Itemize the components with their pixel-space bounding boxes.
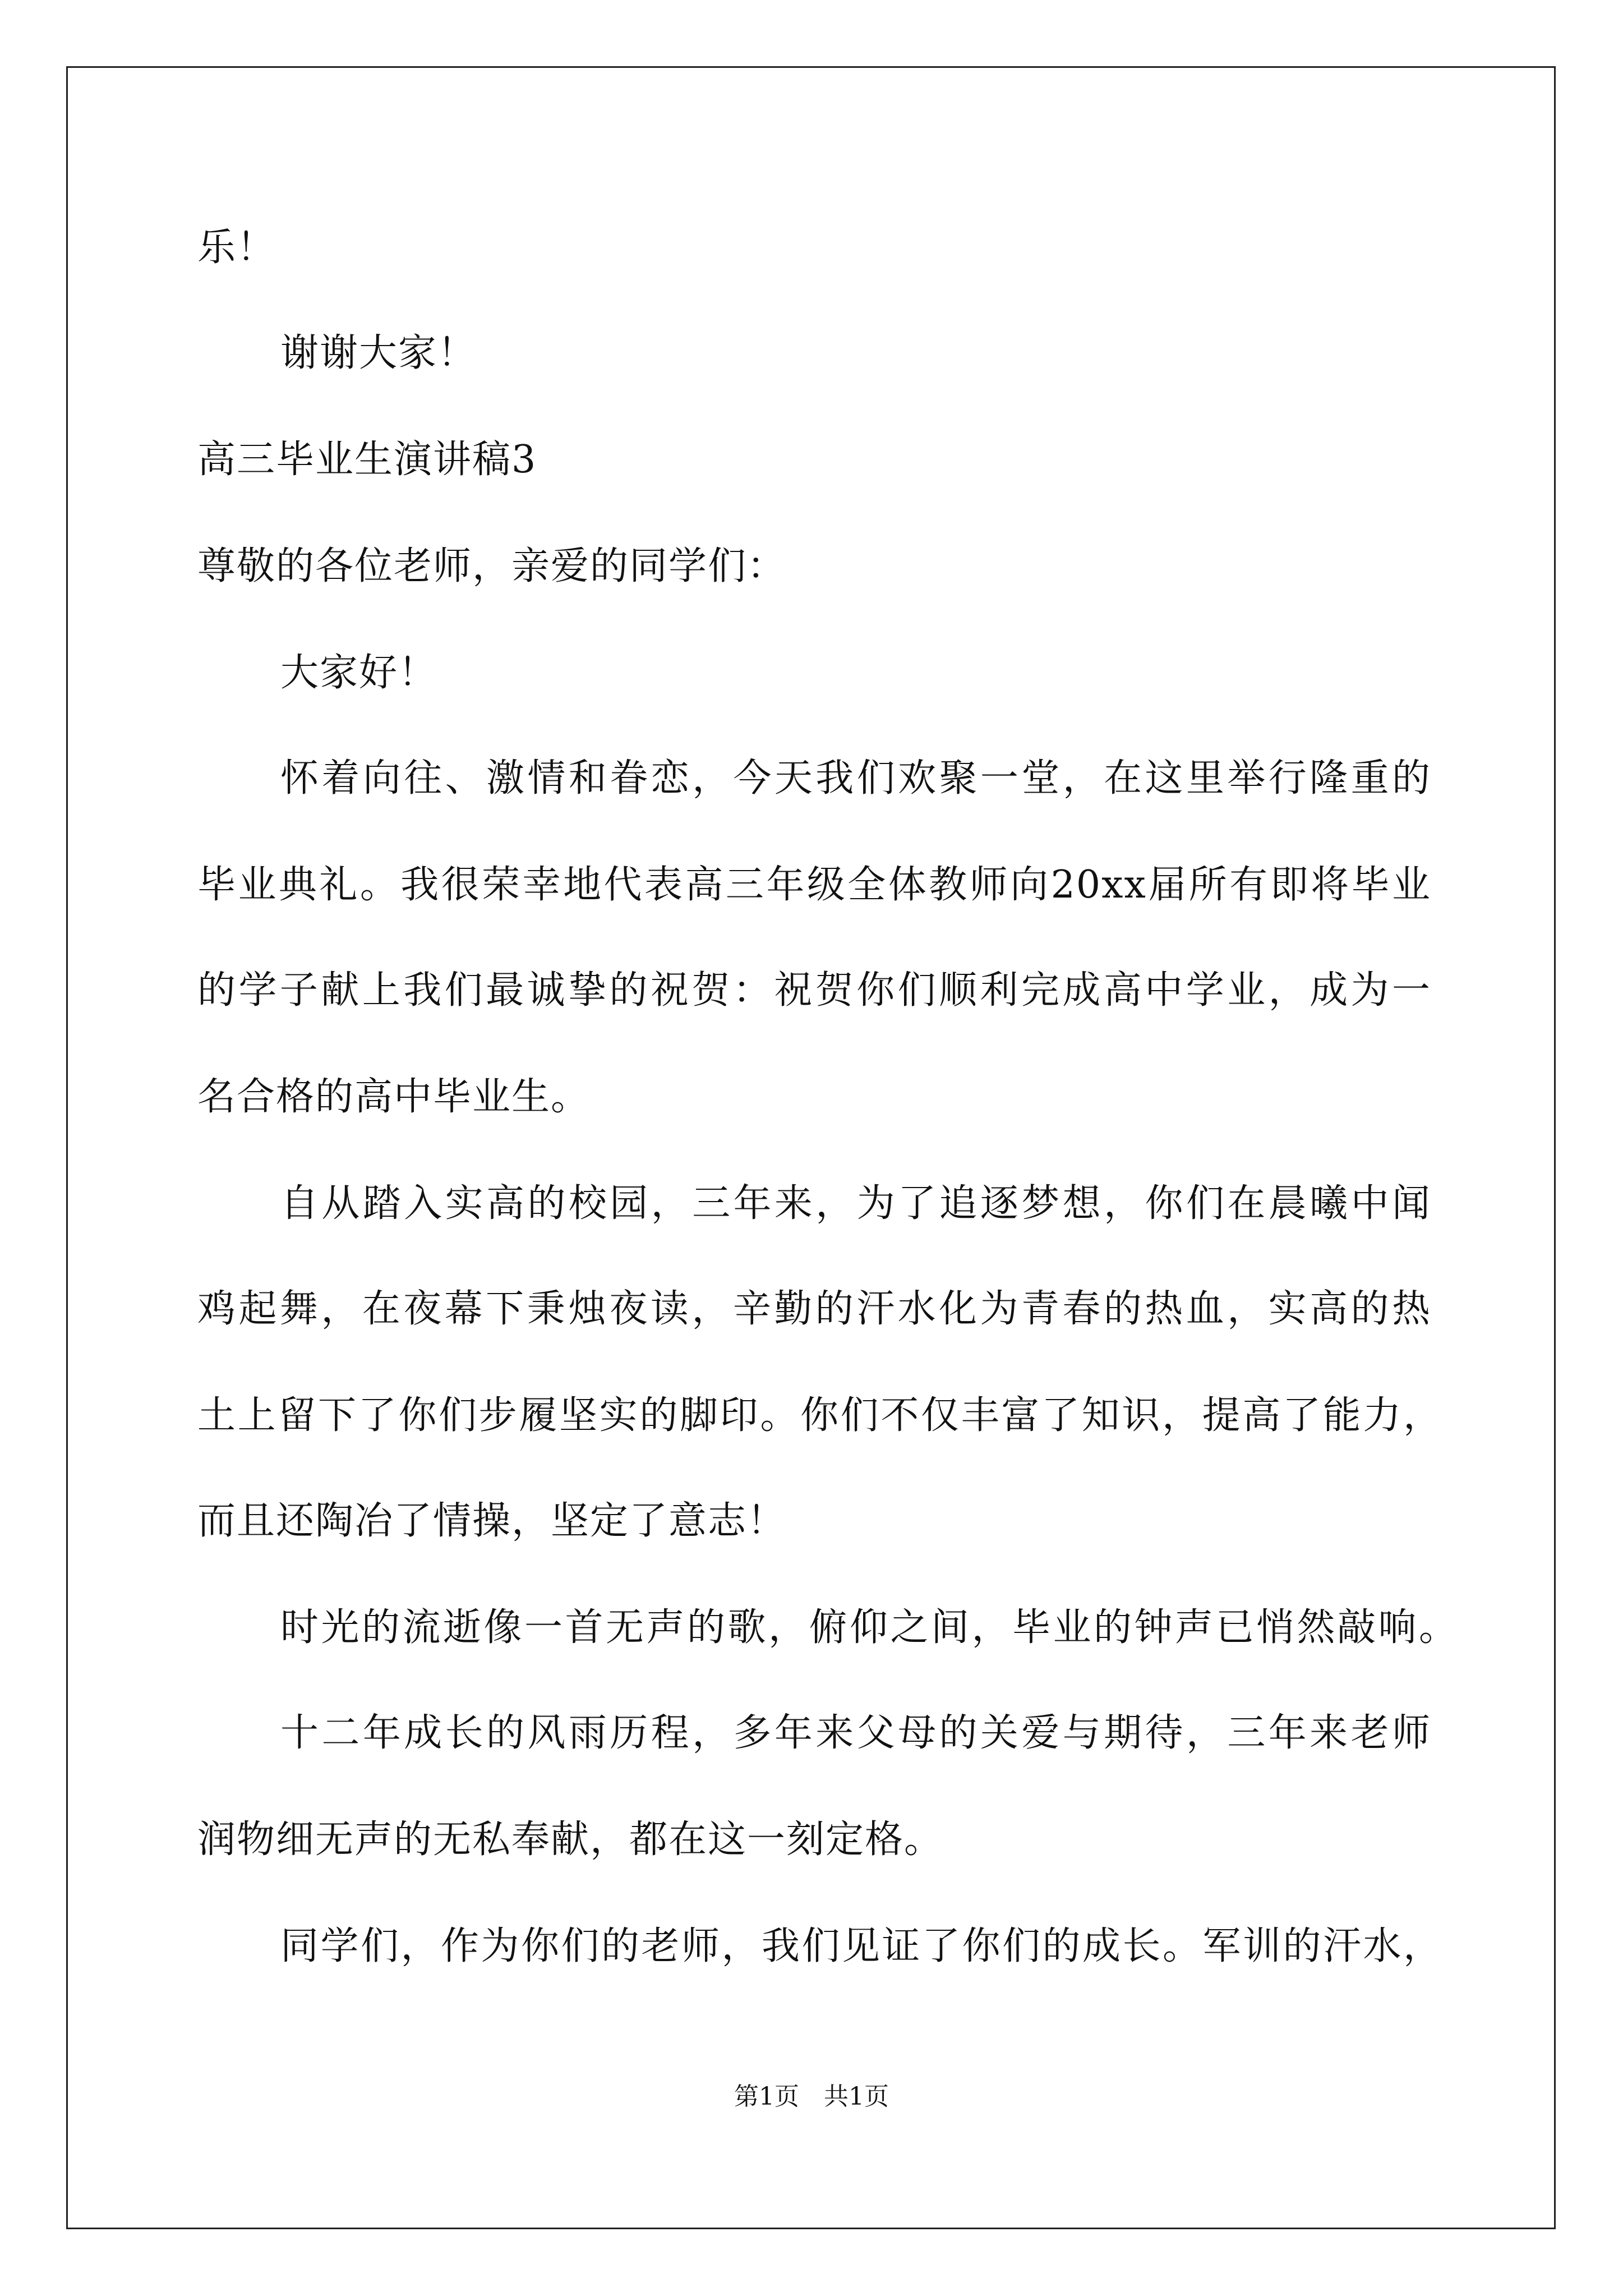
paragraph-line: 毕业典礼。我很荣幸地代表高三年级全体教师向20xx届所有即将毕业 xyxy=(197,863,1431,907)
paragraph-line: 十二年成长的风雨历程，多年来父母的关爱与期待，三年来老师 xyxy=(280,1711,1431,1755)
section-heading: 高三毕业生演讲稿3 xyxy=(197,438,537,482)
paragraph-line: 怀着向往、激情和眷恋，今天我们欢聚一堂，在这里举行隆重的 xyxy=(280,756,1431,800)
paragraph-line: 而且还陶冶了情操，坚定了意志！ xyxy=(197,1499,787,1543)
page-footer: 第1页 共1页 xyxy=(734,2082,889,2111)
paragraph-line: 自从踏入实高的校园，三年来，为了追逐梦想，你们在晨曦中闻 xyxy=(280,1181,1431,1226)
text-line: 乐！ xyxy=(197,226,276,270)
page-border xyxy=(66,66,1556,2229)
text-line: 谢谢大家！ xyxy=(280,331,477,375)
paragraph-line: 名合格的高中毕业生。 xyxy=(197,1075,591,1119)
paragraph-line: 同学们，作为你们的老师，我们见证了你们的成长。军训的汗水， xyxy=(280,1924,1442,1968)
greeting: 大家好！ xyxy=(280,651,438,695)
paragraph-line: 鸡起舞，在夜幕下秉烛夜读，辛勤的汗水化为青春的热血，实高的热 xyxy=(197,1287,1431,1331)
paragraph-line: 润物细无声的无私奉献，都在这一刻定格。 xyxy=(197,1818,944,1862)
paragraph-line: 的学子献上我们最诚挚的祝贺：祝贺你们顺利完成高中学业，成为一 xyxy=(197,968,1431,1013)
salutation: 尊敬的各位老师，亲爱的同学们： xyxy=(197,544,787,588)
paragraph-line: 土上留下了你们步履坚实的脚印。你们不仅丰富了知识，提高了能力， xyxy=(197,1393,1442,1438)
paragraph-line: 时光的流逝像一首无声的歌，俯仰之间，毕业的钟声已悄然敲响。 xyxy=(280,1605,1458,1650)
